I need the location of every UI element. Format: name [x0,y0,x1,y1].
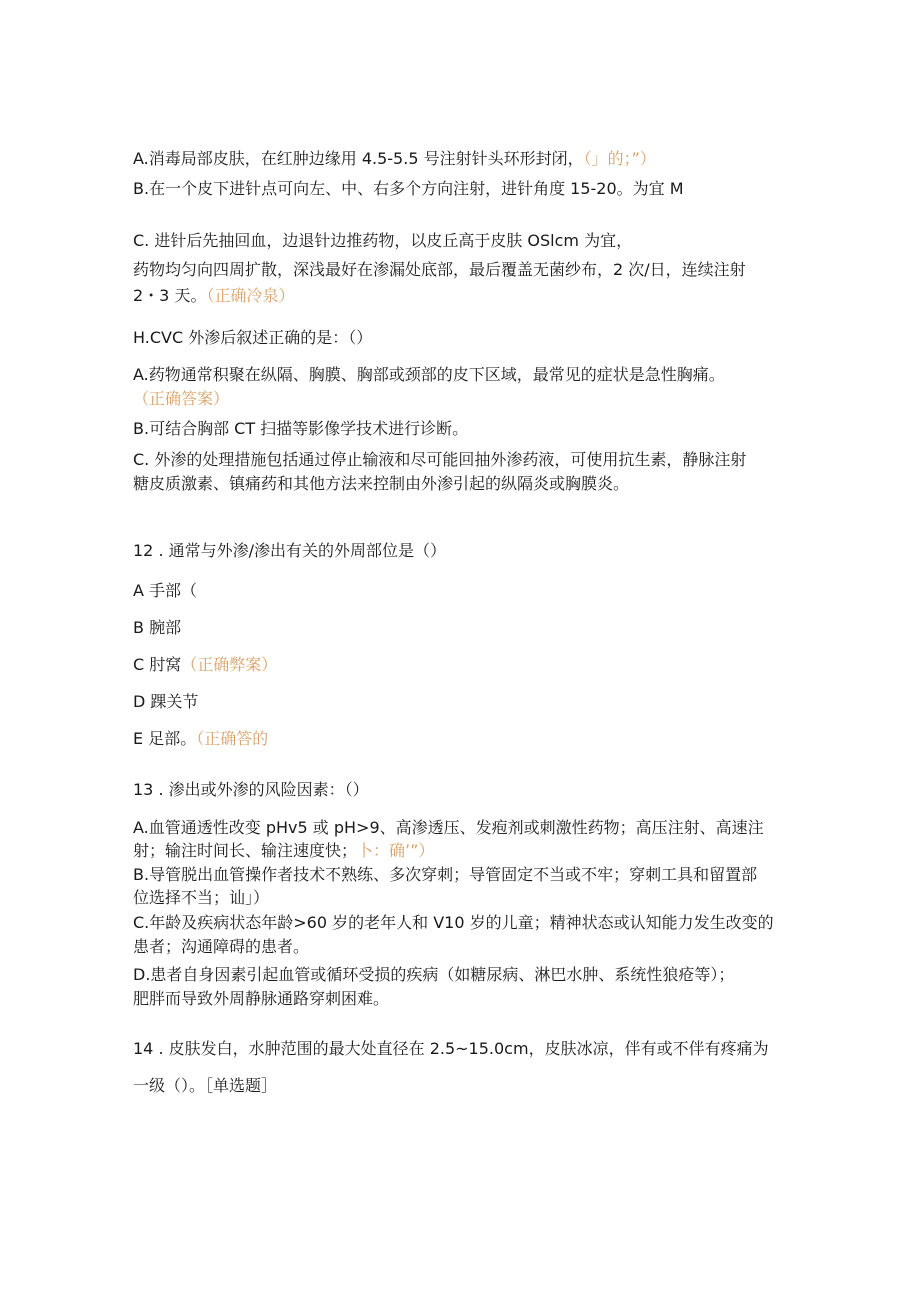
option-c-continued [133,285,294,307]
option-a-continued [133,840,434,862]
question-h: H.CVC 外渗后叙述正确的是：（） [133,328,373,347]
option-text: E 足部。 [133,729,197,748]
option-b-line: B.在一个皮下进针点可向左、中、右多个方向注射，进针角度 15-20。为宜 M [133,179,684,198]
option-b-continued: 位选择不当；讪」） [133,888,270,907]
option-b-line: B 腕部 [133,618,182,637]
option-a-line: A.血管通透性改变 pHv5 或 pH>9、高渗透压、发疱剂或刺激性药物；高压注射、高速注 [133,818,764,837]
option-d-line: D 踝关节 [133,692,199,711]
answer-mark: （正确冷泉） [206,286,295,305]
option-c-continued: 糖皮质激素、镇痛药和其他方法来控制由外渗引起的纵隔炎或胸膜炎。 [133,474,630,493]
option-text: 2・3 天。 [133,286,207,305]
question-14: 14 . 皮肤发白，水肿范围的最大处直径在 2.5~15.0cm，皮肤冰凉，伴有或不伴有疼痛为 [133,1039,769,1058]
option-a-line: A.药物通常积聚在纵隔、胸膜、胸部或颈部的皮下区域，最常见的症状是急性胸痛。 [133,365,725,384]
question-12: 12 . 通常与外渗/渗出有关的外周部位是（） [133,541,447,560]
option-text: C 肘窝 [133,655,182,674]
option-b-line: B.导管脱出血管操作者技术不熟练、多次穿刺；导管固定不当或不牢；穿刺工具和留置部 [133,865,758,884]
option-d-line: D.患者自身因素引起血管或循环受损的疾病（如糖尿病、淋巴水肿、系统性狼疮等）； [133,965,735,984]
option-e-line [133,728,268,750]
answer-mark: （正确答的 [196,729,269,748]
answer-mark: （正确答案） [133,389,230,408]
question-14-continued: 一级（）。［单选题］ [133,1076,278,1095]
option-text: A.消毒局部皮肤，在红肿边缘用 4.5-5.5 号注射针头环形封闭， [133,149,584,168]
option-c-continued: 患者；沟通障碍的患者。 [133,937,310,956]
question-13: 13 . 渗出或外渗的风险因素：（） [133,780,369,799]
answer-mark: （正确弊案） [181,655,278,674]
option-b-line: B.可结合胸部 CT 扫描等影像学技术进行诊断。 [133,419,469,438]
option-c-line: C.年龄及疾病状态年龄>60 岁的老年人和 V10 岁的儿童；精神状态或认知能力发生改变的 [133,913,774,932]
option-text: 射；输注时间长、输注速度快； [133,841,358,860]
answer-mark: （」的；”） [583,149,656,168]
option-c-line [133,654,277,676]
answer-mark: 卜：确’”） [357,841,435,860]
option-a-line: A 手部（ [133,581,198,600]
option-a-line [133,148,656,170]
option-c-line: C. 外渗的处理措施包括通过停止输液和尽可能回抽外渗药液，可使用抗生素，静脉注射 [133,450,747,469]
option-c-line: C. 进针后先抽回血，边退针边推药物，以皮丘高于皮肤 OSlcm 为宜， [133,231,633,250]
option-d-continued: 肥胖而导致外周静脉通路穿刺困难。 [133,989,390,1008]
option-c-continued: 药物均匀向四周扩散，深浅最好在渗漏处底部，最后覆盖无菌纱布，2 次/日，连续注射 [133,260,746,279]
